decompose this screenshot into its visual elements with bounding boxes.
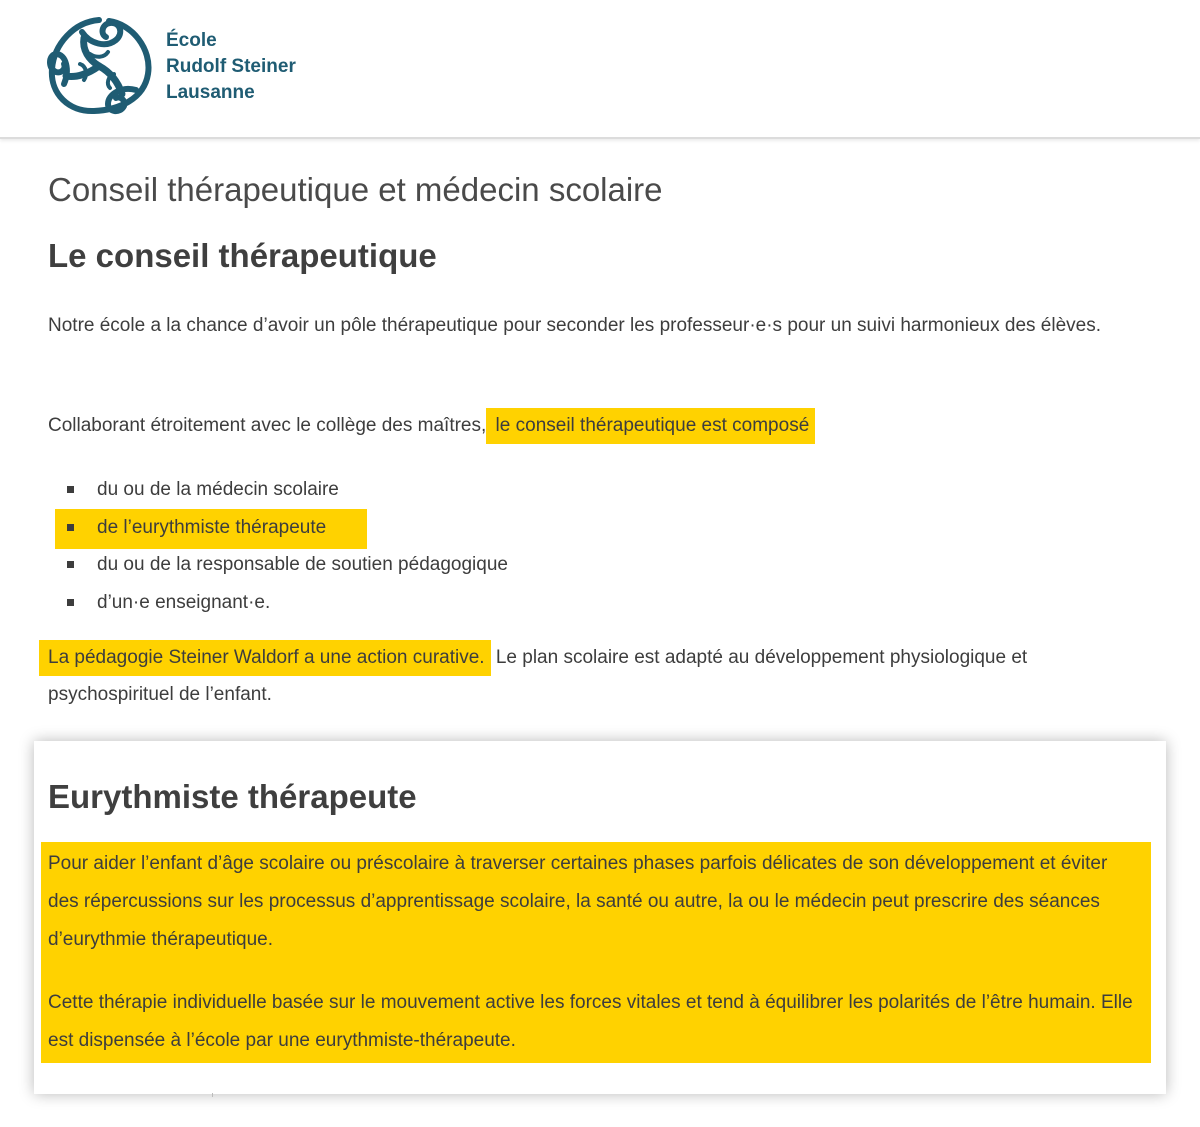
eurythmy-paragraph-2: Cette thérapie individuelle basée sur le mouvement active les forces vitales et tend à équilibrer les polarités de l’être humain. Elle est dispensée à l’école par une eurythmiste-thérapeute.: [48, 992, 1133, 1051]
list-item: d’un·e enseignant·e.: [48, 584, 748, 622]
school-name-line-3: Lausanne: [166, 82, 255, 103]
list-item: du ou de la responsable de soutien pédagogique: [48, 546, 748, 584]
school-name-line-2: Rudolf Steiner: [166, 56, 296, 77]
highlighted-block: [41, 842, 1151, 1063]
highlighted-composition-text: le conseil thérapeutique est composé: [486, 408, 815, 444]
list-item: du ou de la médecin scolaire: [48, 471, 748, 509]
highlighted-curative-text: La pédagogie Steiner Waldorf a une action curative.: [39, 640, 491, 676]
collaboration-paragraph: [48, 407, 1148, 444]
eurythmy-paragraph-1: Pour aider l’enfant d’âge scolaire ou préscolaire à traverser certaines phases parfois délicates de son développement et éviter des répercussions sur les processus d’apprentissage scolaire, la santé ou autre, la ou le médecin peut prescrire des séances d’eurythmie thérapeutique.: [48, 853, 1108, 950]
bullet-square-icon: [67, 599, 74, 606]
bullet-square-icon: [67, 561, 74, 568]
curative-paragraph: [48, 639, 1148, 713]
section-title-therapeutic-council: Le conseil thérapeutique: [48, 237, 437, 274]
school-name-line-1: École: [166, 30, 217, 51]
divider-tick: [212, 1093, 213, 1097]
list-item-highlighted: de l’eurythmiste thérapeute: [48, 509, 748, 547]
bullet-square-icon: [67, 486, 74, 493]
council-members-list: [48, 471, 748, 621]
eurythmist-card: [34, 741, 1166, 1094]
collaboration-text: Collaborant étroitement avec le collège des maîtres,: [48, 415, 487, 436]
page-title: Conseil thérapeutique et médecin scolaire: [48, 171, 663, 208]
site-header: [0, 0, 1200, 139]
curative-plain-text: Le plan scolaire est adapté au développement physiologique et psychospirituel de l’enfant.: [48, 647, 1028, 705]
section-title-eurythmist: Eurythmiste thérapeute: [48, 778, 417, 815]
triskele-spiral-icon: [44, 14, 154, 116]
school-name[interactable]: [166, 28, 296, 106]
bullet-square-icon: [67, 524, 74, 531]
school-logo-link[interactable]: [44, 14, 154, 121]
intro-paragraph: Notre école a la chance d’avoir un pôle thérapeutique pour seconder les professeur·e·s pour un suivi harmonieux des élèves.: [48, 315, 1102, 336]
